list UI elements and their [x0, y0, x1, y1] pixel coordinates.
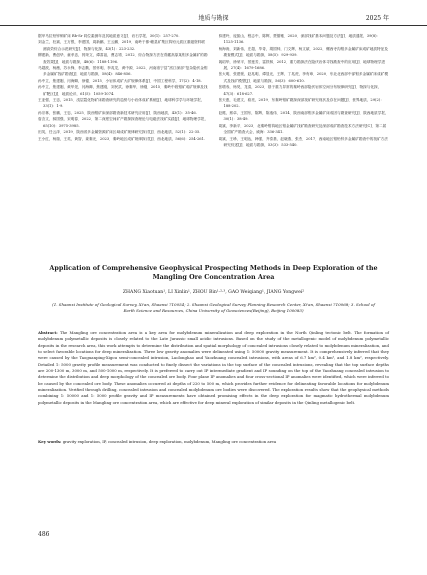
- reference-item: 柳建新，曹创华，童孝忠，郭荣文，谭肃祖，曹志靖．2012．综合物探方法在青藏高原某钼多金属矿的勘查效果[J]．地质与勘探，48(6)：1188-1196.: [38, 53, 208, 64]
- reference-item: 杨海涛，刘新伟，庄超，毕奇，胡国帅，门文辉，杨文斌．2022．螺西寺沟钼多金属矿床成矿地质特征及勘查模式[J]．地质与勘探，58(5)：929-939.: [218, 46, 388, 58]
- keywords-text: gravity exploration, IP, concealed intrusion, deep exploration, molybdenum, Mangling ore concentration area: [62, 439, 277, 444]
- keywords: [38, 439, 389, 445]
- affiliations: (1. Shaanxi Institute of Geological Survey, Xi'an, Shaanxi 710054; 2. Shaanxi Geological Survey Planning Research Center, Xi'an, Shaanxi 710068; 3. School of Earth Science and Resources, China University of Geosciences(Beijing), Beijing 100083): [52, 302, 375, 314]
- reference-list: [38, 33, 389, 243]
- keywords-label: Key words:: [38, 439, 62, 444]
- abstract: [38, 330, 389, 406]
- reference-item: 姚绍华，徐荣平，蔡莲芳，雷铁林．2012．重力勘探法在隐伏岩体寻找勘查中的应用[J]．地球物理学进展，27(4)：1679-1686.: [218, 59, 385, 71]
- reference-item: 赵懿，邢卓，王国东，陈辉，陈逸伟．2014．陕西南部钼多金属矿床成因与勘查研究[J]．陕西地质学报，30(1)：38-49.: [218, 110, 389, 122]
- reference-item: 张天惠，毛建文，骆亮，2019．东秦岭钼矿勘探深部找矿研究现状及存在问题[J]．世界地质，29(2)：188-202.: [218, 98, 384, 109]
- reference-item: 张增寿，杨昊，龙清，2023．基于重力异常的秦岭西部隐伏岩体空间分布规律研究[J]．物探与化探，47(3)：618-627.: [218, 85, 382, 96]
- running-header: [0, 0, 427, 26]
- reference-item: 孙宗林，张鹏，王忠，2025．陕西钼矿床深部勘查新技术研究应用[J]．陕西地质，43(1)：35-46.: [38, 110, 197, 115]
- journal-name: 地质与勘探: [198, 15, 229, 22]
- reference-item: 王亚强，王忠，2015．浅层裂化物矿床勘查研究的趋势与小岩体成矿系统[J]．地球科学学与环境学报，33(1)：1-9.: [38, 98, 205, 109]
- reference-item: 据甲马拉铅锌铜矿床 Rb-Sr 同位素测年及其地质意义[J]．岩石学报，30(1)：257-270.: [38, 34, 180, 38]
- header-year: 2025 年: [365, 15, 389, 22]
- reference-column-left: [38, 33, 209, 243]
- reference-item: 周斌，李新平．2023．北秦岭钼钨地区钼金属矿找矿勘查研究及深部成矿勘查技术方法研究[C]．第二届全国矿产勘查大会，威海：336-341.: [218, 123, 387, 135]
- reference-item: 薛建玲，庞振山，程志中，陈辉，贾儒雅．2020．深部找矿基本问题及方法[J]．地质通报，39(8)：1125-1136.: [218, 34, 381, 45]
- reference-item: 孙中立，焦建刚，黄华见，闫海卿，焦建刚，刘民武，徐秦华，徐刚．2015．秦岭中段钼矿成矿规律及找矿靶区[J]．地质论评，61(5)：1059-1074.: [38, 85, 208, 96]
- english-title: Application of Comprehensive Geophysical Prospecting Methods in Deep Exploration of the Mangling Ore Concentration Area: [49, 264, 378, 281]
- page-number: 486: [38, 531, 50, 538]
- reference-item: 王小红，杨瑞，王英，黄智，姜秦光．2023．秦岭地区成矿规律探讨[J]．西北地质，56(6)：254-261.: [38, 136, 206, 141]
- abstract-label: Abstract:: [38, 330, 58, 335]
- reference-item: 田英，任云泽．2019．陕西省多金属资源矿床区域成矿规律研究探讨[J]．西北地质，52(1)：22-35.: [38, 130, 201, 135]
- reference-item: 詹含文，薛国强，宋明春．2022．第二深度空间矿产勘探探查理论与电磁法找矿实践[J]．地球物理学报，65(10)：3975-3985.: [38, 117, 209, 128]
- reference-item: 张大明，张建豪，赵兆明，谭显光，王辉，丁兆虎，李有章．2020．东北北西部中部钼多金属矿床成矿模式及找矿模型[J]．地质与勘探，56(3)：600-610.: [218, 72, 388, 83]
- abstract-text: The Mangling ore concentration area is a key area for molybdenum mineralization and deep exploration in the North Qinling tectonic belt. The formation of molybdenum polymetallic deposits is closely related to the Late Jurassic small acidic intrusions. Based on the study of the metallogenic model of molybdenum polymetallic deposits in the research area, this work attempts to determine the distribution and spatial morphology of concealed intrusions closely related to molybdenum mineralization, and to select favorable locations for deep mineralization. Three low gravity anomalies were delineated using 1: 50000 gravity measurement. It is comprehensively inferred that they were caused by the Taoguanping-Xigou semi-concealed intrusion, Laolonghao and Yaozhuang concealed intrusions, with areas of 6.7 km², 0.4 km², and 1.8 km², respectively. Detailed 1: 5000 gravity profile measurement was conducted to finely dissect the variations in the top surface of the concealed intrusions, revealing that the top surface depths are 200-1300 m, 3000 m, and 500-1000 m, respectively. It is preferred to carry out IP intermediate gradient and IP sounding on the top of the Yaozhuang concealed intrusion to determine the distribution and deep morphology of the concealed ore body. Four plane IP anomalies and four cross-sectional IP anomalies were identified, which were inferred to be caused by the concealed ore body. These anomalies occurred at depths of 220 to 500 m, which provides further evidence for delineating favorable locations for molybdenum mineralization. Verified through drilling, concealed intrusion and concealed molybdenum ore bodies were discovered. The exploration results show that the geophysical methods combining 1: 50000 and 1: 5000 profile gravity and IP measurements have obtained promising effects in the deep exploration for magmatic hydrothermal molybdenum polymetallic deposits in the Mangling ore concentration area, which are effective for deep mineral exploration of similar deposits in the Qinling metallogenic belt.: [38, 330, 389, 405]
- reference-item: 孙中立，焦建刚，闫海卿，徐德．2015．小岩体成矿大矿规律体系[J]．中国工程科学，17(2)：4-18.: [38, 78, 202, 83]
- reference-item: 周斌，王珍，王明达，韩强，齐泰基，赵晓燕，张杰．2017．西南地区钼铅锌多金属矿勘查中的找矿方法研究综述[J]．地质与勘探，53(3)：533-540.: [218, 136, 388, 147]
- reference-column-right: [219, 33, 390, 243]
- reference-item: 马超波，杨薇，苏永锋，李志勤，蔡怀明，李兆龙，黄中源．2022．河南洛宁县“嵩江深部”复杂隐伏金钼多金属矿找矿勘查[J]．地质与勘探，58(4)：846-856.: [38, 66, 208, 77]
- author-list: ZHANG Xiaotuan¹, LI Xinlin¹, ZHOU Bin¹·²·³, GAO Weiqiang¹, JIANG Yongwei²: [122, 290, 305, 295]
- reference-item: 刘金兰，杜斌，王万银，李建国，周新鹏，王云鹏．2019．南岭于都-赣县矿集区钨铅元质区重磁资料联测高效综合示范研究[J]．物探与化探，43(1)：223-232.: [38, 40, 206, 51]
